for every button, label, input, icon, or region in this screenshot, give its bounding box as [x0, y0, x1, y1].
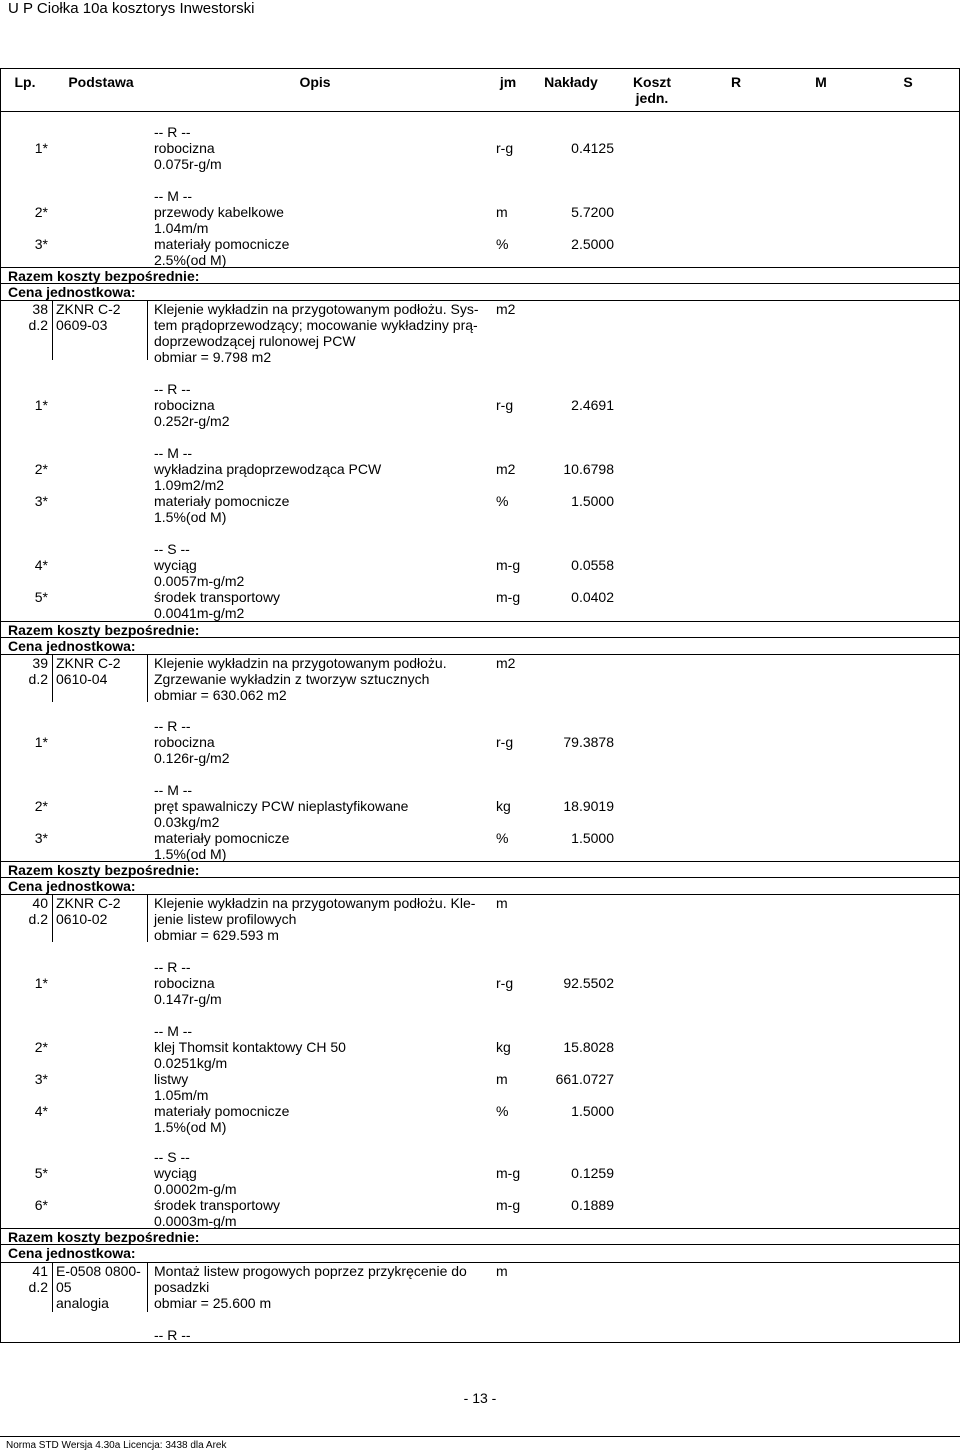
naklady-cell: 1.5000 [571, 830, 614, 846]
jm-cell: m-g [496, 589, 521, 605]
opis-cell: obmiar = 630.062 m2 [154, 687, 287, 703]
naklady-cell: 661.0727 [555, 1071, 614, 1087]
opis-cell: jenie listew profilowych [154, 911, 297, 927]
jm-cell: m2 [496, 461, 516, 477]
lp-cell: 39 [32, 655, 48, 671]
razem-label: Razem koszty bezpośrednie: [8, 862, 200, 878]
naklady-cell: 0.1889 [571, 1197, 614, 1213]
podstawa-cell: 0610-04 [56, 671, 108, 687]
opis-cell: materiały pomocnicze [154, 830, 290, 846]
row-divider [0, 861, 960, 862]
razem-label: Razem koszty bezpośrednie: [8, 268, 200, 284]
jm-cell: r-g [496, 734, 514, 750]
row-divider [0, 1228, 960, 1229]
opis-cell: -- M -- [154, 445, 193, 461]
header-opis: Opis [299, 74, 331, 90]
jm-cell: m-g [496, 557, 521, 573]
opis-cell: wyciąg [154, 557, 197, 573]
jm-cell: m [496, 1071, 508, 1087]
jm-cell: m [496, 1263, 508, 1279]
opis-cell: obmiar = 25.600 m [154, 1295, 272, 1311]
opis-cell: materiały pomocnicze [154, 236, 290, 252]
opis-cell: 1.09m2/m2 [154, 477, 225, 493]
naklady-cell: 0.0558 [571, 557, 614, 573]
page-number: - 13 - [463, 1390, 497, 1406]
cena-label: Cena jednostkowa: [8, 638, 136, 654]
opis-cell: robocizna [154, 140, 215, 156]
opis-cell: -- R -- [154, 718, 191, 734]
jm-cell: % [496, 1103, 509, 1119]
header-naklady: Nakłady [544, 74, 598, 90]
naklady-cell: 2.5000 [571, 236, 614, 252]
lp-cell: 3* [34, 493, 48, 509]
opis-cell: 0.0041m-g/m2 [154, 605, 245, 621]
opis-cell: materiały pomocnicze [154, 493, 290, 509]
opis-cell: Montaż listew progowych poprzez przykręcenie do [154, 1263, 467, 1279]
opis-cell: 0.03kg/m2 [154, 814, 220, 830]
jm-cell: kg [496, 798, 511, 814]
podstawa-cell: ZKNR C-2 [56, 655, 121, 671]
lp-cell: 3* [34, 1071, 48, 1087]
opis-cell: -- M -- [154, 1023, 193, 1039]
lp-cell: 3* [34, 830, 48, 846]
opis-cell: listwy [154, 1071, 189, 1087]
opis-cell: 1.5%(od M) [154, 1119, 227, 1135]
podstawa-cell: analogia [56, 1295, 109, 1311]
opis-cell: 0.0057m-g/m2 [154, 573, 245, 589]
lp-cell: 6* [34, 1197, 48, 1213]
page-frame [0, 68, 960, 1343]
razem-label: Razem koszty bezpośrednie: [8, 1229, 200, 1245]
podstawa-cell: E-0508 0800- [56, 1263, 141, 1279]
column-divider [147, 1262, 148, 1312]
opis-cell: posadzki [154, 1279, 210, 1295]
lp-cell: 1* [34, 975, 48, 991]
opis-cell: środek transportowy [154, 589, 281, 605]
opis-cell: 0.147r-g/m [154, 991, 222, 1007]
header-jm: jm [499, 74, 517, 90]
license-note: Norma STD Wersja 4.30a Licencja: 3438 dla Arek [6, 1440, 227, 1451]
document-title: U P Ciołka 10a kosztorys Inwestorski [8, 0, 255, 17]
opis-cell: 1.05m/m [154, 1087, 209, 1103]
header-r: R [730, 74, 742, 90]
row-divider [0, 637, 960, 638]
row-divider [0, 621, 960, 622]
opis-cell: 1.5%(od M) [154, 509, 227, 525]
opis-cell: 0.075r-g/m [154, 156, 222, 172]
lp-cell: 3* [34, 236, 48, 252]
naklady-cell: 15.8028 [563, 1039, 614, 1055]
cena-label: Cena jednostkowa: [8, 1245, 136, 1261]
opis-cell: tem prądoprzewodzący; mocowanie wykładziny prą- [154, 317, 478, 333]
podstawa-cell: 0610-02 [56, 911, 108, 927]
opis-cell: materiały pomocnicze [154, 1103, 290, 1119]
opis-cell: doprzewodzącej rulonowej PCW [154, 333, 356, 349]
opis-cell: obmiar = 9.798 m2 [154, 349, 272, 365]
lp-cell: 38 [32, 301, 48, 317]
opis-cell: robocizna [154, 975, 215, 991]
lp-cell: 4* [34, 1103, 48, 1119]
jm-cell: % [496, 236, 509, 252]
lp-cell: d.2 [28, 671, 48, 687]
header-s: S [903, 74, 913, 90]
cena-label: Cena jednostkowa: [8, 878, 136, 894]
lp-cell: d.2 [28, 911, 48, 927]
opis-cell: 1.5%(od M) [154, 846, 227, 862]
lp-cell: 2* [34, 1039, 48, 1055]
opis-cell: robocizna [154, 397, 215, 413]
opis-cell: obmiar = 629.593 m [154, 927, 279, 943]
column-divider [147, 894, 148, 942]
jm-cell: r-g [496, 975, 514, 991]
podstawa-cell: 05 [56, 1279, 72, 1295]
column-divider [147, 300, 148, 360]
opis-cell: wyciąg [154, 1165, 197, 1181]
opis-cell: wykładzina prądoprzewodząca PCW [154, 461, 382, 477]
naklady-cell: 10.6798 [563, 461, 614, 477]
lp-cell: 5* [34, 1165, 48, 1181]
naklady-cell: 79.3878 [563, 734, 614, 750]
lp-cell: 2* [34, 798, 48, 814]
opis-cell: Klejenie wykładzin na przygotowanym podłożu. [154, 655, 447, 671]
opis-cell: -- S -- [154, 1149, 190, 1165]
opis-cell: Klejenie wykładzin na przygotowanym podłożu. Sys- [154, 301, 479, 317]
lp-cell: 1* [34, 734, 48, 750]
lp-cell: 1* [34, 140, 48, 156]
opis-cell: -- M -- [154, 188, 193, 204]
naklady-cell: 0.0402 [571, 589, 614, 605]
naklady-cell: 1.5000 [571, 493, 614, 509]
lp-cell: 2* [34, 461, 48, 477]
opis-cell: 1.04m/m [154, 220, 209, 236]
opis-cell: 0.252r-g/m2 [154, 413, 230, 429]
jm-cell: m [496, 895, 508, 911]
jm-cell: r-g [496, 397, 514, 413]
row-divider [0, 1244, 960, 1245]
header-podstawa: Podstawa [68, 74, 134, 90]
opis-cell: 2.5%(od M) [154, 252, 227, 268]
jm-cell: m2 [496, 655, 516, 671]
row-divider [0, 283, 960, 284]
podstawa-cell: ZKNR C-2 [56, 301, 121, 317]
column-divider [52, 1262, 53, 1312]
column-divider [147, 654, 148, 702]
page-bottom-border [0, 1342, 960, 1343]
opis-cell: -- S -- [154, 541, 190, 557]
jm-cell: kg [496, 1039, 511, 1055]
opis-cell: środek transportowy [154, 1197, 281, 1213]
lp-cell: d.2 [28, 317, 48, 333]
opis-cell: Zgrzewanie wykładzin z tworzyw sztucznych [154, 671, 430, 687]
opis-cell: 0.126r-g/m2 [154, 750, 230, 766]
header-koszt-label: Koszt [632, 74, 672, 90]
opis-cell: robocizna [154, 734, 215, 750]
podstawa-cell: 0609-03 [56, 317, 108, 333]
column-divider [52, 894, 53, 942]
naklady-cell: 2.4691 [571, 397, 614, 413]
header-lp: Lp. [14, 74, 36, 90]
razem-label: Razem koszty bezpośrednie: [8, 622, 200, 638]
row-divider [0, 894, 960, 895]
naklady-cell: 5.7200 [571, 204, 614, 220]
naklady-cell: 1.5000 [571, 1103, 614, 1119]
opis-cell: -- M -- [154, 782, 193, 798]
jm-cell: m-g [496, 1165, 521, 1181]
opis-cell: -- R -- [154, 124, 191, 140]
opis-cell: -- R -- [154, 381, 191, 397]
podstawa-cell: ZKNR C-2 [56, 895, 121, 911]
opis-cell: klej Thomsit kontaktowy CH 50 [154, 1039, 346, 1055]
naklady-cell: 18.9019 [563, 798, 614, 814]
lp-cell: 4* [34, 557, 48, 573]
row-divider [0, 267, 960, 268]
opis-cell: przewody kabelkowe [154, 204, 284, 220]
opis-cell: -- R -- [154, 959, 191, 975]
header-m: M [815, 74, 827, 90]
naklady-cell: 92.5502 [563, 975, 614, 991]
opis-cell: 0.0003m-g/m [154, 1213, 237, 1229]
jm-cell: m [496, 204, 508, 220]
lp-cell: 2* [34, 204, 48, 220]
opis-cell: pręt spawalniczy PCW nieplastyfikowane [154, 798, 409, 814]
cena-label: Cena jednostkowa: [8, 284, 136, 300]
lp-cell: 41 [32, 1263, 48, 1279]
row-divider [0, 300, 960, 301]
naklady-cell: 0.4125 [571, 140, 614, 156]
naklady-cell: 0.1259 [571, 1165, 614, 1181]
lp-cell: d.2 [28, 1279, 48, 1295]
jm-cell: % [496, 493, 509, 509]
header-koszt [626, 74, 678, 106]
column-divider [52, 654, 53, 702]
header-jedn-label: jedn. [635, 90, 669, 106]
row-divider [0, 1262, 960, 1263]
row-divider [0, 654, 960, 655]
opis-cell: Klejenie wykładzin na przygotowanym podłożu. Kle- [154, 895, 476, 911]
opis-cell: -- R -- [154, 1327, 191, 1343]
lp-cell: 1* [34, 397, 48, 413]
lp-cell: 40 [32, 895, 48, 911]
jm-cell: m2 [496, 301, 516, 317]
row-divider [0, 877, 960, 878]
footer-divider [0, 1436, 960, 1437]
opis-cell: 0.0251kg/m [154, 1055, 228, 1071]
jm-cell: % [496, 830, 509, 846]
jm-cell: m-g [496, 1197, 521, 1213]
opis-cell: 0.0002m-g/m [154, 1181, 237, 1197]
column-divider [52, 300, 53, 360]
jm-cell: r-g [496, 140, 514, 156]
lp-cell: 5* [34, 589, 48, 605]
